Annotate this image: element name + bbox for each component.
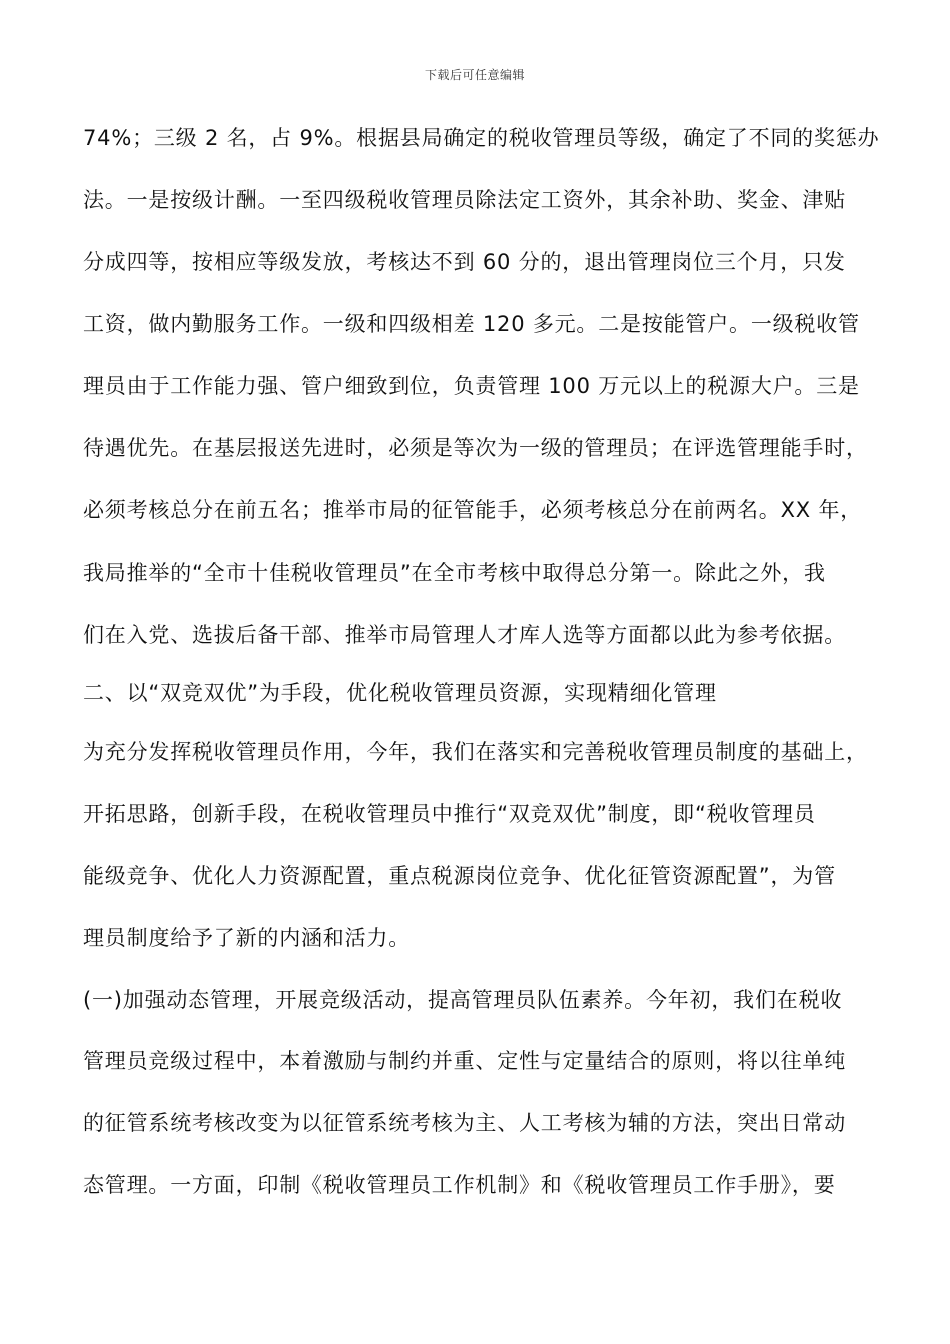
text-line: 必须考核总分在前五名；推举市局的征管能手，必须考核总分在前两名。XX 年， <box>83 498 863 522</box>
text-line: 理员由于工作能力强、管户细致到位，负责管理 100 万元以上的税源大户。三是 <box>83 374 860 398</box>
section-heading: 二、以“双竞双优”为手段，优化税收管理员资源，实现精细化管理 <box>83 681 717 705</box>
page-header: 下载后可任意编辑 <box>424 68 525 82</box>
text-line: 待遇优先。在基层报送先进时，必须是等次为一级的管理员；在评选管理能手时， <box>83 436 868 460</box>
text-line: 分成四等，按相应等级发放，考核达不到 60 分的，退出管理岗位三个月，只发 <box>83 250 846 274</box>
text-line: 管理员竞级过程中，本着激励与制约并重、定性与定量结合的原则，将以往单纯 <box>83 1049 846 1073</box>
text-line: 工资，做内勤服务工作。一级和四级相差 120 多元。二是按能管户。一级税收管 <box>83 312 860 336</box>
text-line: 理员制度给予了新的内涵和活力。 <box>83 926 410 950</box>
text-line: 74%；三级 2 名，占 9%。根据县局确定的税收管理员等级，确定了不同的奖惩办 <box>83 126 880 150</box>
text-line: 态管理。一方面，印制《税收管理员工作机制》和《税收管理员工作手册》，要 <box>83 1173 836 1197</box>
text-line: 能级竞争、优化人力资源配置，重点税源岗位竞争、优化征管资源配置”，为管 <box>83 864 836 888</box>
text-line: 开拓思路，创新手段，在税收管理员中推行“双竞双优”制度，即“税收管理员 <box>83 802 816 826</box>
text-line: 的征管系统考核改变为以征管系统考核为主、人工考核为辅的方法，突出日常动 <box>83 1111 846 1135</box>
text-line: 们在入党、选拔后备干部、推举市局管理人才库人选等方面都以此为参考依据。 <box>83 623 846 647</box>
text-line: 为充分发挥税收管理员作用，今年，我们在落实和完善税收管理员制度的基础上， <box>83 740 868 764</box>
text-line: 我局推举的“全市十佳税收管理员”在全市考核中取得总分第一。除此之外，我 <box>83 561 826 585</box>
subsection-heading: (一)加强动态管理，开展竞级活动，提高管理员队伍素养。今年初，我们在税收 <box>83 988 843 1012</box>
text-line: 法。一是按级计酬。一至四级税收管理员除法定工资外，其余补助、奖金、津贴 <box>83 188 846 212</box>
